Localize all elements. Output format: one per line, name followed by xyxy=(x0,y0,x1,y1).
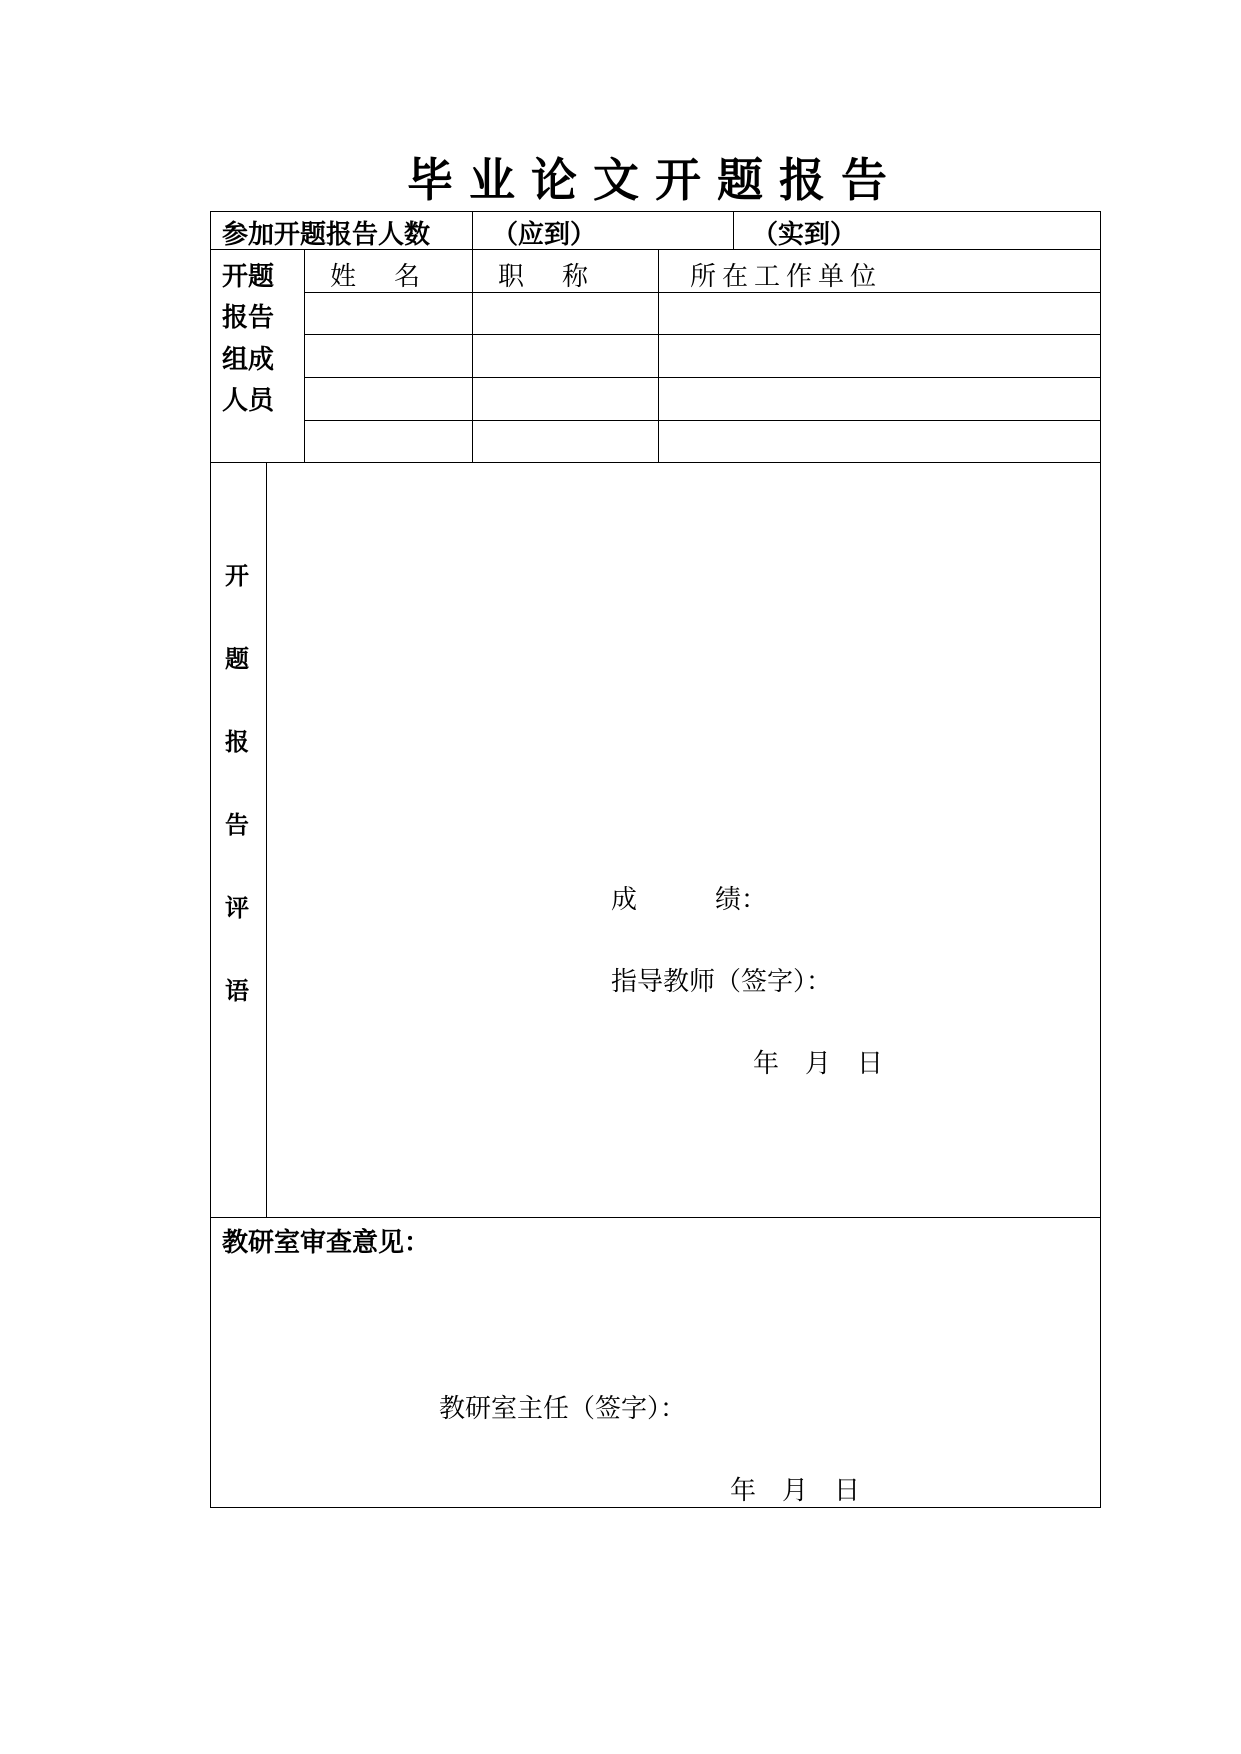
member-workplace-cell[interactable] xyxy=(659,335,1100,377)
member-title-cell[interactable] xyxy=(473,378,658,420)
document-title: 毕业论文开题报告 xyxy=(407,153,903,207)
member-title-cell[interactable] xyxy=(473,421,658,462)
member-name-cell[interactable] xyxy=(305,421,472,462)
member-workplace-cell[interactable] xyxy=(659,293,1100,334)
evaluation-label-char: 题 xyxy=(225,645,249,673)
evaluation-label-char: 报 xyxy=(225,728,249,756)
member-title-cell[interactable] xyxy=(473,335,658,377)
members-label-line: 组成 xyxy=(222,345,275,375)
evaluation-label-char: 开 xyxy=(225,562,249,590)
evaluation-date: 年 月 日 xyxy=(753,1049,884,1079)
review-label: 教研室审查意见： xyxy=(222,1228,431,1258)
header-workplace: 所在工作单位 xyxy=(690,262,883,292)
member-workplace-cell[interactable] xyxy=(659,378,1100,420)
member-workplace-cell[interactable] xyxy=(659,421,1100,462)
advisor-signature-label: 指导教师（签字）： xyxy=(611,967,833,997)
expected-count-label: （应到） xyxy=(492,220,597,250)
member-name-cell[interactable] xyxy=(305,378,472,420)
evaluation-label-char: 语 xyxy=(225,977,249,1005)
members-label-line: 报告 xyxy=(222,303,275,333)
evaluation-label-char: 评 xyxy=(225,894,249,922)
director-signature-label: 教研室主任（签字）： xyxy=(439,1394,687,1424)
member-name-cell[interactable] xyxy=(305,335,472,377)
review-comment-area[interactable] xyxy=(212,1260,1098,1380)
attendee-count-label: 参加开题报告人数 xyxy=(222,220,431,250)
review-date: 年 月 日 xyxy=(730,1476,861,1506)
header-name: 姓 名 xyxy=(330,262,427,292)
member-name-cell[interactable] xyxy=(305,293,472,334)
evaluation-label-char: 告 xyxy=(225,811,249,839)
members-label-line: 开题 xyxy=(222,262,275,292)
actual-count-label: （实到） xyxy=(752,220,857,250)
evaluation-comment-area[interactable] xyxy=(268,464,1098,884)
members-label-line: 人员 xyxy=(222,386,275,416)
header-title: 职 称 xyxy=(498,262,595,292)
score-label: 成 绩： xyxy=(611,885,768,915)
member-title-cell[interactable] xyxy=(473,293,658,334)
